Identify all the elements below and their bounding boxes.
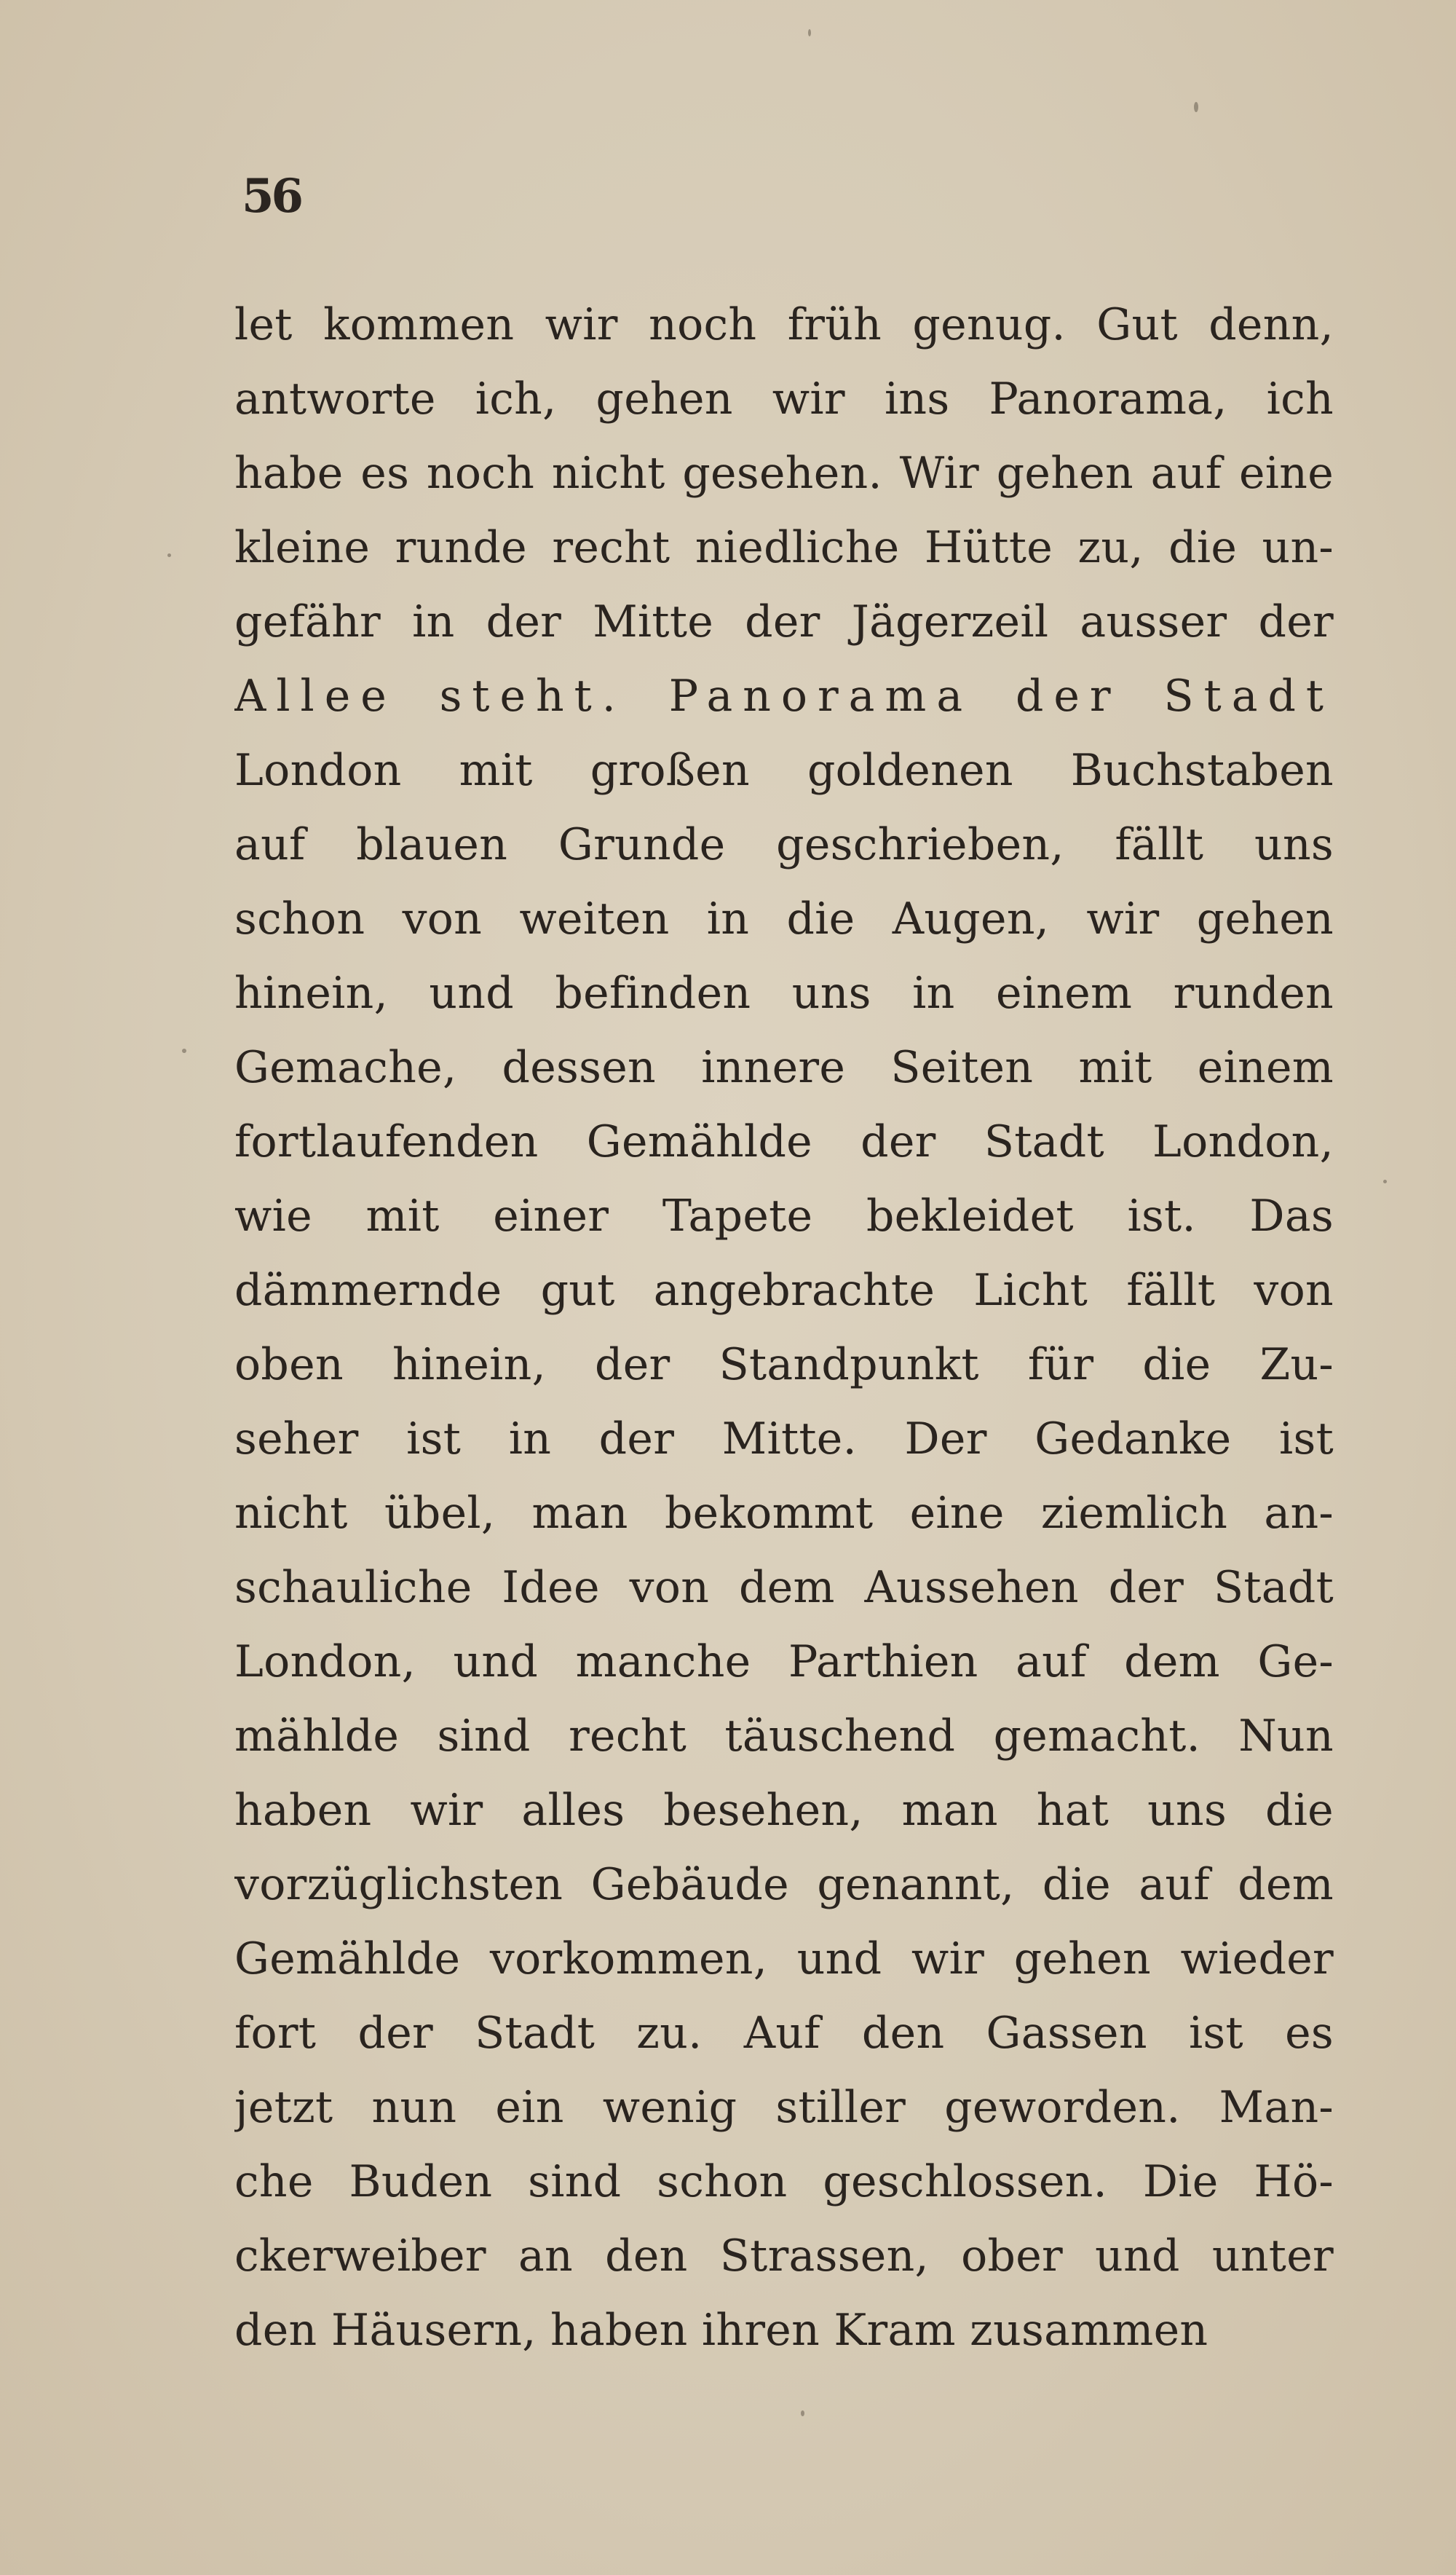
text-line: che Buden sind schon geschlossen. Die Hö- [234, 2156, 1334, 2207]
text-line: haben wir alles besehen, man hat uns die [234, 1785, 1334, 1836]
paper-speck [167, 553, 171, 557]
text-line: let kommen wir noch früh genug. Gut denn, [234, 299, 1334, 350]
text-line: schon von weiten in die Augen, wir gehen [234, 894, 1334, 945]
text-line: gefähr in der Mitte der Jägerzeil ausser der [234, 596, 1334, 647]
text-line: Gemache, dessen innere Seiten mit einem [234, 1042, 1334, 1093]
text-line: oben hinein, der Standpunkt für die Zu- [234, 1339, 1334, 1390]
paper-speck [182, 1049, 186, 1053]
text-line: fortlaufenden Gemählde der Stadt London, [234, 1116, 1334, 1167]
text-line: fort der Stadt zu. Auf den Gassen ist es [234, 2008, 1334, 2059]
paper-speck [1383, 1180, 1387, 1183]
paper-speck [808, 29, 811, 36]
text-line: ckerweiber an den Strassen, ober und unter [234, 2231, 1334, 2282]
text-line: kleine runde recht niedliche Hütte zu, die un- [234, 522, 1334, 573]
page-number: 56 [242, 169, 301, 224]
text-line: London, und manche Parthien auf dem Ge- [234, 1636, 1334, 1687]
text-line: wie mit einer Tapete bekleidet ist. Das [234, 1191, 1334, 1242]
body-text [234, 288, 1334, 2367]
text-line: vorzüglichsten Gebäude genannt, die auf dem [234, 1859, 1334, 1910]
text-line: Gemählde vorkommen, und wir gehen wieder [234, 1933, 1334, 1984]
text-line: antworte ich, gehen wir ins Panorama, ich [234, 374, 1334, 425]
text-line: hinein, und befinden uns in einem runden [234, 968, 1334, 1019]
text-line: seher ist in der Mitte. Der Gedanke ist [234, 1413, 1334, 1464]
text-line: auf blauen Grunde geschrieben, fällt uns [234, 819, 1334, 870]
text-line: habe es noch nicht gesehen. Wir gehen auf eine [234, 448, 1334, 499]
text-line: nicht übel, man bekommt eine ziemlich an- [234, 1488, 1334, 1539]
text-line: den Häusern, haben ihren Kram zusammen [234, 2305, 1208, 2356]
paper-speck [1194, 102, 1198, 112]
text-line: Allee steht. Panorama der Stadt [234, 671, 1334, 722]
text-line: dämmernde gut angebrachte Licht fällt von [234, 1265, 1334, 1316]
paper-speck [801, 2410, 804, 2416]
text-line: jetzt nun ein wenig stiller geworden. Man- [234, 2082, 1334, 2133]
text-line: London mit großen goldenen Buchstaben [234, 745, 1334, 796]
text-line: mählde sind recht täuschend gemacht. Nun [234, 1711, 1334, 1762]
text-line: schauliche Idee von dem Aussehen der Stadt [234, 1562, 1334, 1613]
